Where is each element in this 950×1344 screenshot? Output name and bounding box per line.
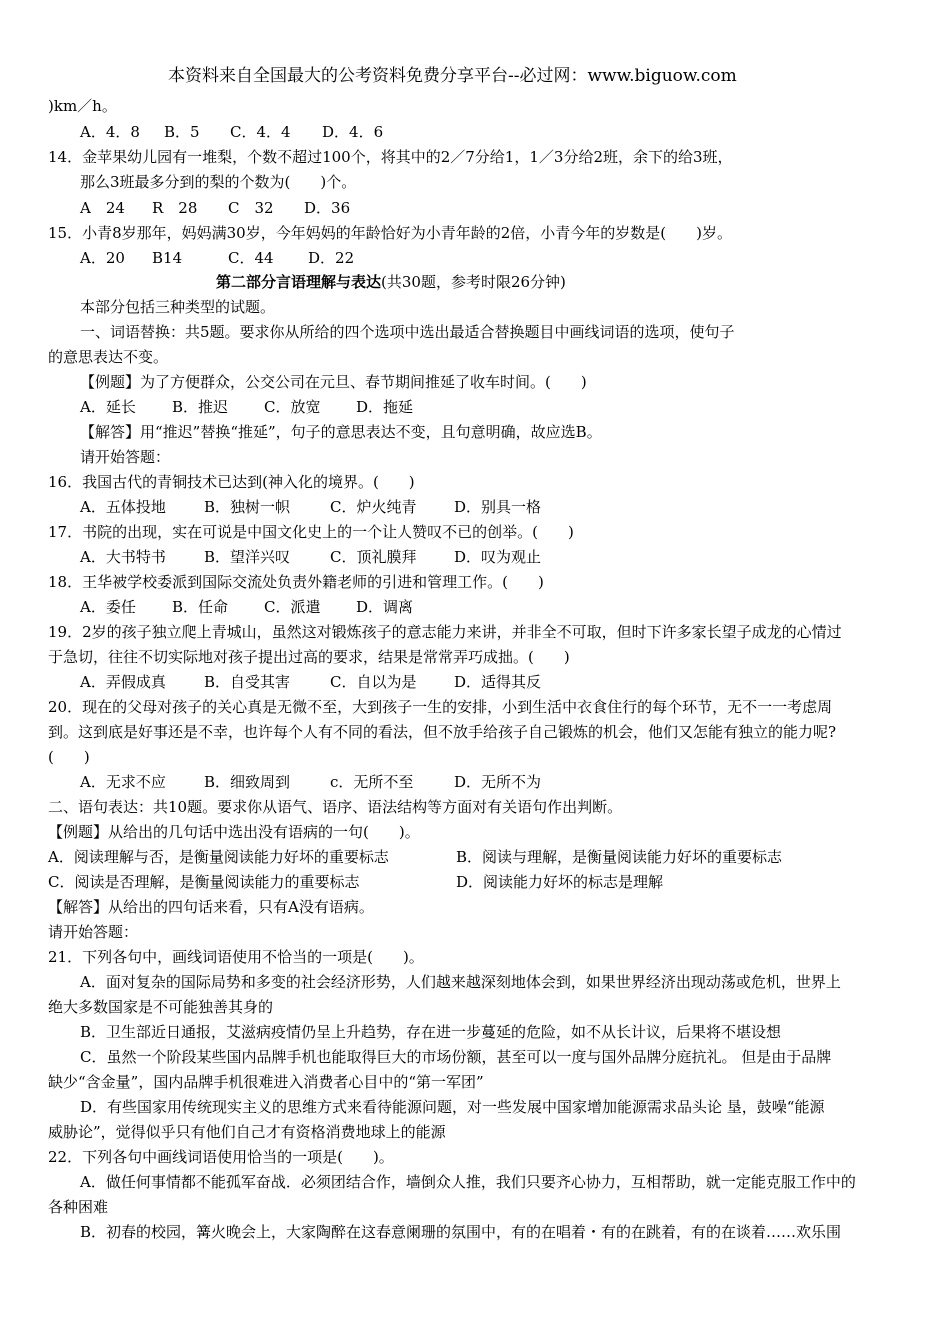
option: B．细致周到 bbox=[204, 773, 291, 791]
option-text: 威胁论”，觉得似乎只有他们自己才有资格消费地球上的能源 bbox=[48, 1123, 446, 1141]
option-text: 各种困难 bbox=[48, 1198, 109, 1216]
option: A．4．8 bbox=[80, 123, 140, 141]
option: B．5 bbox=[164, 123, 200, 141]
section-title-bold: 第二部分言语理解与表达 bbox=[216, 273, 382, 291]
options-row bbox=[80, 122, 383, 142]
option: D．别具一格 bbox=[454, 498, 542, 516]
option: C．44 bbox=[228, 249, 274, 267]
option: D．适得其反 bbox=[454, 673, 542, 691]
option-text: 缺少“含金量”，国内品牌手机很难进入消费者心目中的“第一军团” bbox=[48, 1073, 484, 1091]
question-text: 20．现在的父母对孩子的关心真是无微不至，大到孩子一生的安排，小到生活中衣食住行的每个环节，无不一一考虑周 bbox=[48, 698, 833, 716]
option: D．4．6 bbox=[322, 123, 384, 141]
example-text: 【例题】从给出的几句话中选出没有语病的一句( )。 bbox=[48, 823, 420, 841]
question-text: 16．我国古代的青铜技术已达到(神入化的境界。( ) bbox=[48, 473, 415, 491]
options-row bbox=[80, 497, 541, 517]
option: B．任命 bbox=[172, 598, 229, 616]
option: C．自以为是 bbox=[330, 673, 417, 691]
option: D．无所不为 bbox=[454, 773, 542, 791]
option: C．4．4 bbox=[230, 123, 291, 141]
text-line: )km／h。 bbox=[48, 97, 117, 115]
option: B．望洋兴叹 bbox=[204, 548, 291, 566]
text-line: 请开始答题： bbox=[80, 448, 171, 466]
answer-text: 【解答】从给出的四句话来看，只有A没有语病。 bbox=[48, 898, 374, 916]
option-text: C．虽然一个阶段某些国内品牌手机也能取得巨大的市场份额，甚至可以一度与国外品牌分庭抗礼。 但是由于品牌 bbox=[80, 1048, 832, 1066]
option-text: B．卫生部近日通报，艾滋病疫情仍呈上升趋势，存在进一步蔓延的危险，如不从长计议，后果将不堪设想 bbox=[80, 1023, 782, 1041]
options-row bbox=[80, 198, 350, 218]
option: C．炉火纯青 bbox=[330, 498, 417, 516]
option: A．弄假成真 bbox=[80, 673, 166, 691]
option: A．委任 bbox=[80, 598, 136, 616]
options-row bbox=[80, 772, 541, 792]
option: C 32 bbox=[228, 199, 274, 217]
option: A．五体投地 bbox=[80, 498, 166, 516]
page-header: 本资料来自全国最大的公考资料免费分享平台--必过网：www.biguow.com bbox=[168, 66, 737, 86]
section-title-note: (共30题，参考时限26分钟) bbox=[381, 273, 566, 291]
option: C．派遣 bbox=[264, 598, 321, 616]
option-text: 绝大多数国家是不可能独善其身的 bbox=[48, 998, 274, 1016]
question-text: 到。这到底是好事还是不幸，也许每个人有不同的看法，但不放手给孩子自己锻炼的机会，他们又怎能有独立的能力呢? bbox=[48, 723, 837, 741]
option: B14 bbox=[152, 249, 183, 267]
options-row bbox=[80, 597, 413, 617]
option: D．调离 bbox=[356, 598, 414, 616]
example-option: B．阅读与理解，是衡量阅读能力好坏的重要标志 bbox=[456, 848, 783, 866]
option: B．自受其害 bbox=[204, 673, 291, 691]
option: c．无所不至 bbox=[330, 773, 414, 791]
options-row bbox=[80, 397, 413, 417]
question-text: 21．下列各句中，画线词语使用不恰当的一项是( )。 bbox=[48, 948, 424, 966]
question-text: 17．书院的出现，实在可说是中国文化史上的一个让人赞叹不已的创举。( ) bbox=[48, 523, 574, 541]
option: D．36 bbox=[304, 199, 351, 217]
option: C．放宽 bbox=[264, 398, 321, 416]
options-row bbox=[80, 248, 354, 268]
option-text: B．初春的校园，篝火晚会上，大家陶醉在这春意阑珊的氛围中，有的在唱着・有的在跳着，有的在谈着……欢乐围 bbox=[80, 1223, 842, 1241]
options-row bbox=[80, 672, 541, 692]
text-line: 本部分包括三种类型的试题。 bbox=[80, 298, 276, 316]
example-text: 【例题】为了方便群众，公交公司在元旦、春节期间推延了收车时间。( ) bbox=[80, 373, 587, 391]
option: B．独树一帜 bbox=[204, 498, 291, 516]
example-option: D．阅读能力好坏的标志是理解 bbox=[456, 873, 664, 891]
option: D．叹为观止 bbox=[454, 548, 542, 566]
option: A．无求不应 bbox=[80, 773, 166, 791]
answer-text: 【解答】用“推迟”替换“推延”，句子的意思表达不变，且句意明确，故应选B。 bbox=[80, 423, 602, 441]
options-row bbox=[80, 547, 541, 567]
option: R 28 bbox=[152, 199, 198, 217]
text-line: 的意思表达不变。 bbox=[48, 348, 169, 366]
option-text: D．有些国家用传统现实主义的思维方式来看待能源问题，对一些发展中国家增加能源需求品头论 垦，鼓噪“能源 bbox=[80, 1098, 825, 1116]
question-text: 19．2岁的孩子独立爬上青城山，虽然这对锻炼孩子的意志能力来讲，并非全不可取，但时下许多家长望子成龙的心情过 bbox=[48, 623, 842, 641]
option-text: A．面对复杂的国际局势和多变的社会经济形势，人们越来越深刻地体会到，如果世界经济出现动荡或危机，世界上 bbox=[80, 973, 841, 991]
text-line: 二、语句表达：共10题。要求你从语气、语序、语法结构等方面对有关语句作出判断。 bbox=[48, 798, 623, 816]
text-line: 一、词语替换：共5题。要求你从所给的四个选项中选出最适合替换题目中画线词语的选项，使句子 bbox=[80, 323, 735, 341]
option: D．22 bbox=[308, 249, 355, 267]
question-text: ( ) bbox=[48, 748, 90, 766]
question-text: 那么3班最多分到的梨的个数为( )个。 bbox=[80, 173, 357, 191]
question-text: 于急切，往往不切实际地对孩子提出过高的要求，结果是常常弄巧成拙。( ) bbox=[48, 648, 570, 666]
option: A．延长 bbox=[80, 398, 136, 416]
option-text: A．做任何事情都不能孤军奋战．必须团结合作，墙倒众人推，我们只要齐心协力，互相帮助，就一定能克服工作中的 bbox=[80, 1173, 856, 1191]
example-option: C．阅读是否理解，是衡量阅读能力的重要标志 bbox=[48, 873, 360, 891]
option: D．拖延 bbox=[356, 398, 414, 416]
question-text: 18．王华被学校委派到国际交流处负责外籍老师的引进和管理工作。( ) bbox=[48, 573, 544, 591]
text-line: 请开始答题： bbox=[48, 923, 139, 941]
option: C．顶礼膜拜 bbox=[330, 548, 417, 566]
question-text: 14．金苹果幼儿园有一堆梨，个数不超过100个，将其中的2／7分给1，1／3分给2班，余下的给3班， bbox=[48, 148, 733, 166]
option: A．20 bbox=[80, 249, 125, 267]
option: A．大书特书 bbox=[80, 548, 166, 566]
question-text: 15．小青8岁那年，妈妈满30岁，今年妈妈的年龄恰好为小青年龄的2倍，小青今年的岁数是( )岁。 bbox=[48, 224, 732, 242]
section-title bbox=[216, 272, 566, 292]
option: A 24 bbox=[80, 199, 125, 217]
question-text: 22．下列各句中画线词语使用恰当的一项是( )。 bbox=[48, 1148, 394, 1166]
example-option: A．阅读理解与否，是衡量阅读能力好坏的重要标志 bbox=[48, 848, 389, 866]
option: B．推迟 bbox=[172, 398, 229, 416]
